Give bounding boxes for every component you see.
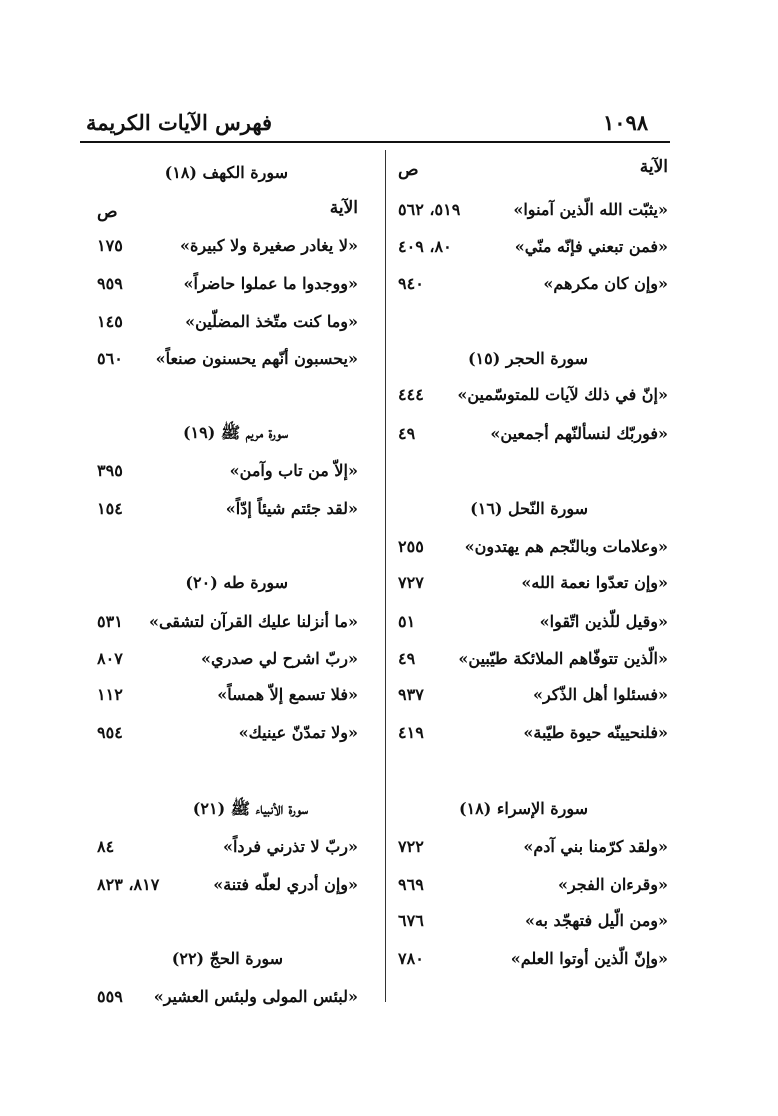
verse-text: «لا يغادر صغيرة ولا كبيرة» — [180, 236, 358, 255]
verse-text: «فسئلوا أهل الذّكر» — [532, 685, 668, 704]
surah-heading: سورة الإسراء (١٨) — [458, 799, 588, 818]
page-ref: ٤٩ — [398, 424, 416, 443]
verse-text: «وقيل للّذين اتّقوا» — [539, 612, 668, 631]
page-ref: ٩٣٧ — [398, 685, 424, 704]
col-header-ayah: الآية — [329, 198, 358, 218]
column-divider — [385, 150, 386, 1002]
page-ref: ٨٤ — [97, 837, 115, 856]
verse-text: «إنّ في ذلك لآيات للمتوسّمين» — [457, 385, 668, 404]
page-ref: ٧٢٢ — [398, 837, 424, 856]
page-ref: ٤٤٤ — [398, 385, 424, 404]
verse-text: «وما كنت متّخذ المضلّين» — [185, 312, 358, 331]
verse-text: «الّذين تتوفّاهم الملائكة طيّبين» — [458, 649, 668, 668]
verse-text: «فوربّك لنسألنّهم أجمعين» — [490, 424, 668, 443]
verse-text: «وقرءان الفجر» — [557, 875, 668, 894]
col-header-ayah: الآية — [639, 157, 668, 177]
verse-text: «لبئس المولى ولبئس العشير» — [153, 987, 358, 1006]
surah-heading: سورة الأنبياء ﷺ (٢١) — [192, 799, 308, 818]
verse-text: «ربّ اشرح لي صدري» — [201, 649, 358, 668]
verse-text: «إلاّ من تاب وآمن» — [229, 461, 358, 480]
verse-text: «ولا تمدّنّ عينيك» — [238, 723, 358, 742]
page-ref: ١٤٥ — [97, 312, 123, 331]
page-ref: ٦٧٦ — [398, 911, 424, 930]
page-ref: ٧٢٧ — [398, 573, 424, 592]
verse-text: «يحسبون أنّهم يحسنون صنعاً» — [155, 349, 358, 368]
verse-text: «ربّ لا تذرني فرداً» — [222, 837, 358, 856]
surah-heading: سورة الكهف (١٨) — [164, 163, 288, 182]
verse-text: «يثبّت الله الّذين آمنوا» — [513, 200, 668, 219]
page-ref: ٧٨٠ — [398, 949, 424, 968]
surah-heading: سورة النّحل (١٦) — [470, 499, 588, 518]
surah-heading: سورة الحجر (١٥) — [467, 349, 588, 368]
page-ref: ٩٤٠ — [398, 274, 424, 293]
page-ref: ٥٥٩ — [97, 987, 123, 1006]
page-ref: ٥١٩، ٥٦٢ — [398, 200, 461, 219]
page-ref: ٢٥٥ — [398, 537, 424, 556]
verse-text: «ما أنزلنا عليك القرآن لتشقى» — [148, 612, 358, 631]
page-ref: ٥١ — [398, 612, 416, 631]
verse-text: «لقد جئتم شيئاً إدّاً» — [225, 499, 358, 518]
page-ref: ٨١٧، ٨٢٣ — [97, 875, 160, 894]
page-number: ١٠٩٨ — [603, 110, 649, 135]
page-ref: ١٥٤ — [97, 499, 123, 518]
page-ref: ٨٠٧ — [97, 649, 123, 668]
page-ref: ٥٣١ — [97, 612, 123, 631]
verse-text: «فمن تبعني فإنّه منّي» — [514, 237, 668, 256]
surah-heading: سورة مريم ﷺ (١٩) — [182, 423, 288, 442]
page-ref: ٤٩ — [398, 649, 416, 668]
header-rule — [80, 141, 670, 143]
page-ref: ٩٥٩ — [97, 274, 123, 293]
page-ref: ٥٦٠ — [97, 349, 123, 368]
verse-text: «وإن تعدّوا نعمة الله» — [521, 573, 668, 592]
page-ref: ٨٠، ٤٠٩ — [398, 237, 452, 256]
verse-text: «ووجدوا ما عملوا حاضراً» — [183, 274, 358, 293]
verse-text: «وإن أدري لعلّه فتنة» — [213, 875, 358, 894]
verse-text: «فلنحيينّه حيوة طيّبة» — [523, 723, 668, 742]
page-ref: ٣٩٥ — [97, 461, 123, 480]
page-title: فهرس الآيات الكريمة — [86, 110, 273, 135]
page-ref: ٩٥٤ — [97, 723, 123, 742]
surah-heading: سورة الحجّ (٢٢) — [171, 949, 283, 968]
page-ref: ١٧٥ — [97, 236, 123, 255]
col-header-page: ص — [398, 160, 419, 180]
verse-text: «وعلامات وبالنّجم هم يهتدون» — [464, 537, 668, 556]
verse-text: «فلا تسمع إلاّ همساً» — [217, 685, 358, 704]
verse-text: «وإنّ الّذين أوتوا العلم» — [510, 949, 668, 968]
col-header-page: ص — [97, 202, 118, 222]
verse-text: «وإن كان مكرهم» — [543, 274, 668, 293]
verse-text: «ومن الّيل فتهجّد به» — [524, 911, 668, 930]
page-ref: ١١٢ — [97, 685, 123, 704]
surah-heading: سورة طه (٢٠) — [185, 573, 288, 592]
page-ref: ٤١٩ — [398, 723, 424, 742]
verse-text: «ولقد كرّمنا بني آدم» — [523, 837, 668, 856]
page-ref: ٩٦٩ — [398, 875, 424, 894]
